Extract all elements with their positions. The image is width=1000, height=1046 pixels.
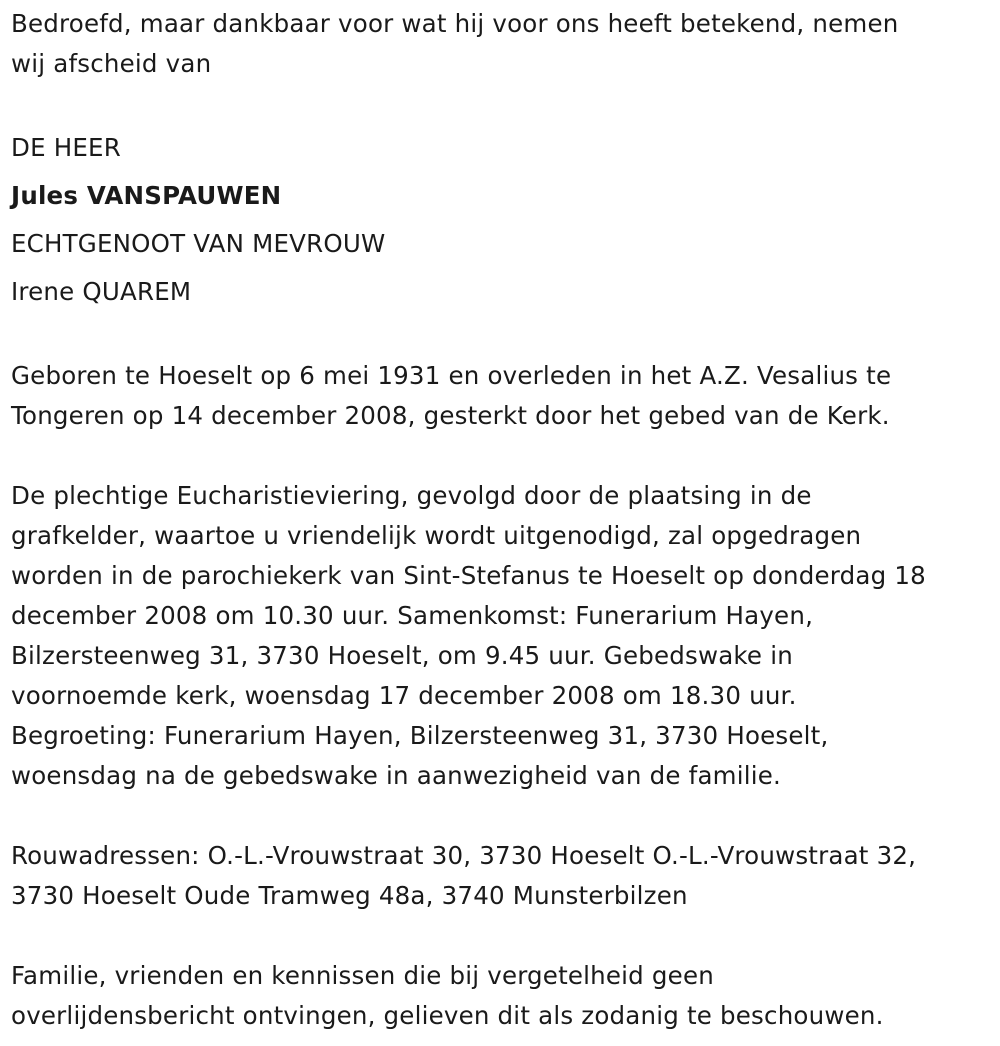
deceased-block — [11, 124, 996, 316]
birth-death-line: Tongeren op 14 december 2008, gesterkt door het gebed van de Kerk. — [11, 401, 890, 430]
ceremony-line: Bilzersteenweg 31, 3730 Hoeselt, om 9.45 uur. Gebedswake in — [11, 641, 793, 670]
spacer — [11, 436, 996, 476]
ceremony-line: De plechtige Eucharistieviering, gevolgd door de plaatsing in de — [11, 481, 812, 510]
intro-line: wij afscheid van — [11, 49, 212, 78]
intro-paragraph — [11, 4, 996, 84]
closing-line: overlijdensbericht ontvingen, gelieven dit als zodanig te beschouwen. — [11, 1001, 884, 1030]
ceremony-paragraph — [11, 476, 996, 796]
ceremony-line: voornoemde kerk, woensdag 17 december 2008 om 18.30 uur. — [11, 681, 797, 710]
ceremony-line: december 2008 om 10.30 uur. Samenkomst: Funerarium Hayen, — [11, 601, 814, 630]
intro-line: Bedroefd, maar dankbaar voor wat hij voor ons heeft betekend, nemen — [11, 9, 899, 38]
obituary-notice — [11, 4, 996, 1036]
birth-death-line: Geboren te Hoeselt op 6 mei 1931 en overleden in het A.Z. Vesalius te — [11, 361, 892, 390]
birth-death-paragraph — [11, 356, 996, 436]
address-line: 3730 Hoeselt Oude Tramweg 48a, 3740 Munsterbilzen — [11, 881, 688, 910]
ceremony-line: grafkelder, waartoe u vriendelijk wordt uitgenodigd, zal opgedragen — [11, 521, 862, 550]
ceremony-line: Begroeting: Funerarium Hayen, Bilzersteenweg 31, 3730 Hoeselt, — [11, 721, 829, 750]
ceremony-line: worden in de parochiekerk van Sint-Stefanus te Hoeselt op donderdag 18 — [11, 561, 926, 590]
spouse-name: Irene QUAREM — [11, 277, 192, 306]
deceased-relation: ECHTGENOOT VAN MEVROUW — [11, 229, 386, 258]
ceremony-line: woensdag na de gebedswake in aanwezigheid van de familie. — [11, 761, 782, 790]
spacer — [11, 316, 996, 356]
addresses-paragraph — [11, 836, 996, 916]
address-line: Rouwadressen: O.-L.-Vrouwstraat 30, 3730 Hoeselt O.-L.-Vrouwstraat 32, — [11, 841, 917, 870]
spacer — [11, 916, 996, 956]
spacer — [11, 84, 996, 124]
spacer — [11, 796, 996, 836]
deceased-title: DE HEER — [11, 133, 121, 162]
deceased-name: Jules VANSPAUWEN — [11, 181, 282, 210]
closing-line: Familie, vrienden en kennissen die bij vergetelheid geen — [11, 961, 714, 990]
closing-paragraph — [11, 956, 996, 1036]
